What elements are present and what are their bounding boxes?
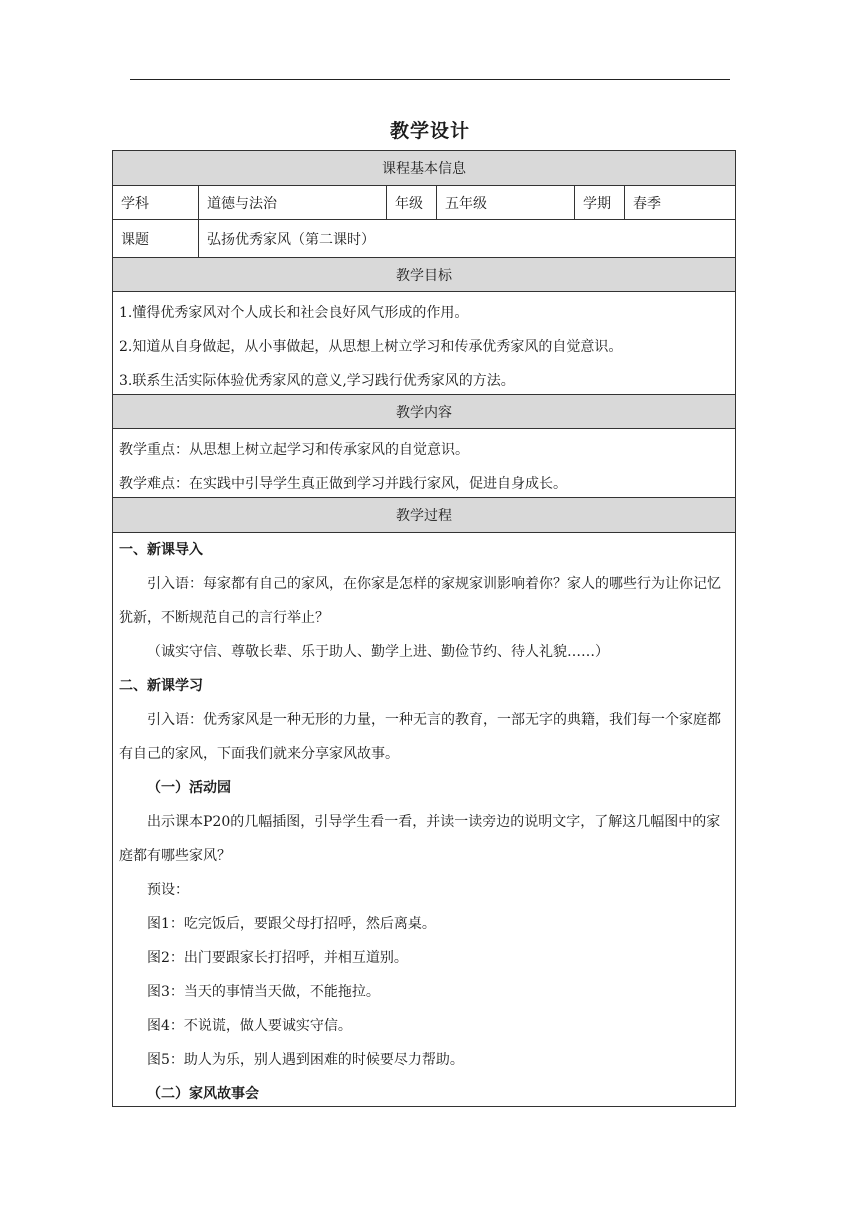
figure-description: 图5：助人为乐，别人遇到困难的时候要尽力帮助。: [147, 1052, 464, 1068]
figure-description: 图4：不说谎，做人要诚实守信。: [147, 1018, 352, 1034]
goal-item: 1.懂得优秀家风对个人成长和社会良好风气形成的作用。: [119, 305, 469, 321]
topic-value: 弘扬优秀家风（第二课时）: [207, 231, 375, 248]
header-rule: [130, 79, 730, 80]
section-header-content: [113, 395, 735, 429]
grade-value: 五年级: [437, 186, 575, 219]
section-header-basic: [113, 151, 735, 186]
info-row-topic: [113, 220, 735, 258]
figure-description: 图2：出门要跟家长打招呼，并相互道别。: [147, 950, 408, 966]
section-label: 课程基本信息: [382, 161, 466, 177]
info-row-subject: [113, 186, 735, 220]
figure-description: 图1：吃完饭后，要跟父母打招呼，然后离桌。: [147, 916, 436, 932]
process-subheading: （一）活动园: [147, 780, 231, 796]
process-paragraph: 预设：: [147, 882, 189, 898]
content-block: [113, 429, 735, 498]
section-label: 教学目标: [396, 267, 452, 284]
term-label: 学期: [575, 186, 625, 219]
process-paragraph: （诚实守信、尊敬长辈、乐于助人、勤学上进、勤俭节约、待人礼貌……）: [147, 644, 609, 660]
grade-label: 年级: [387, 186, 437, 219]
figure-description: 图3：当天的事情当天做，不能拖拉。: [147, 984, 380, 1000]
section-header-goals: [113, 258, 735, 292]
process-paragraph: 引入语：优秀家风是一种无形的力量，一种无言的教育，一部无字的典籍，我们每一个家庭都有自己的家风，下面我们就来分享家风故事。: [119, 712, 721, 762]
section-label: 教学内容: [396, 404, 452, 421]
subject-label: 学科: [113, 186, 199, 219]
section-header-process: [113, 498, 735, 533]
process-block: [113, 533, 735, 1106]
section-label: 教学过程: [396, 508, 452, 524]
term-value: 春季: [633, 195, 661, 212]
goals-block: [113, 292, 735, 395]
process-paragraph: 引入语：每家都有自己的家风，在你家是怎样的家规家训影响着你？家人的哪些行为让你记忆犹新，不断规范自己的言行举止？: [119, 576, 721, 626]
goal-item: 2.知道从自身做起，从小事做起，从思想上树立学习和传承优秀家风的自觉意识。: [119, 339, 623, 355]
goal-item: 3.联系生活实际体验优秀家风的意义,学习践行优秀家风的方法。: [119, 373, 515, 389]
topic-label: 课题: [113, 220, 199, 257]
content-difficult-point: 教学难点：在实践中引导学生真正做到学习并践行家风，促进自身成长。: [119, 476, 567, 492]
process-paragraph: 出示课本P20的几幅插图，引导学生看一看，并读一读旁边的说明文字，了解这几幅图中的家庭都有哪些家风？: [119, 814, 721, 864]
content-key-point: 教学重点：从思想上树立起学习和传承家风的自觉意识。: [119, 442, 469, 458]
process-subheading: （二）家风故事会: [147, 1086, 259, 1102]
document-title: 教学设计: [389, 120, 470, 142]
process-heading: 二、新课学习: [119, 678, 203, 694]
process-heading: 一、新课导入: [119, 542, 203, 558]
lesson-table: [112, 150, 736, 1107]
subject-value: 道德与法治: [199, 186, 387, 219]
